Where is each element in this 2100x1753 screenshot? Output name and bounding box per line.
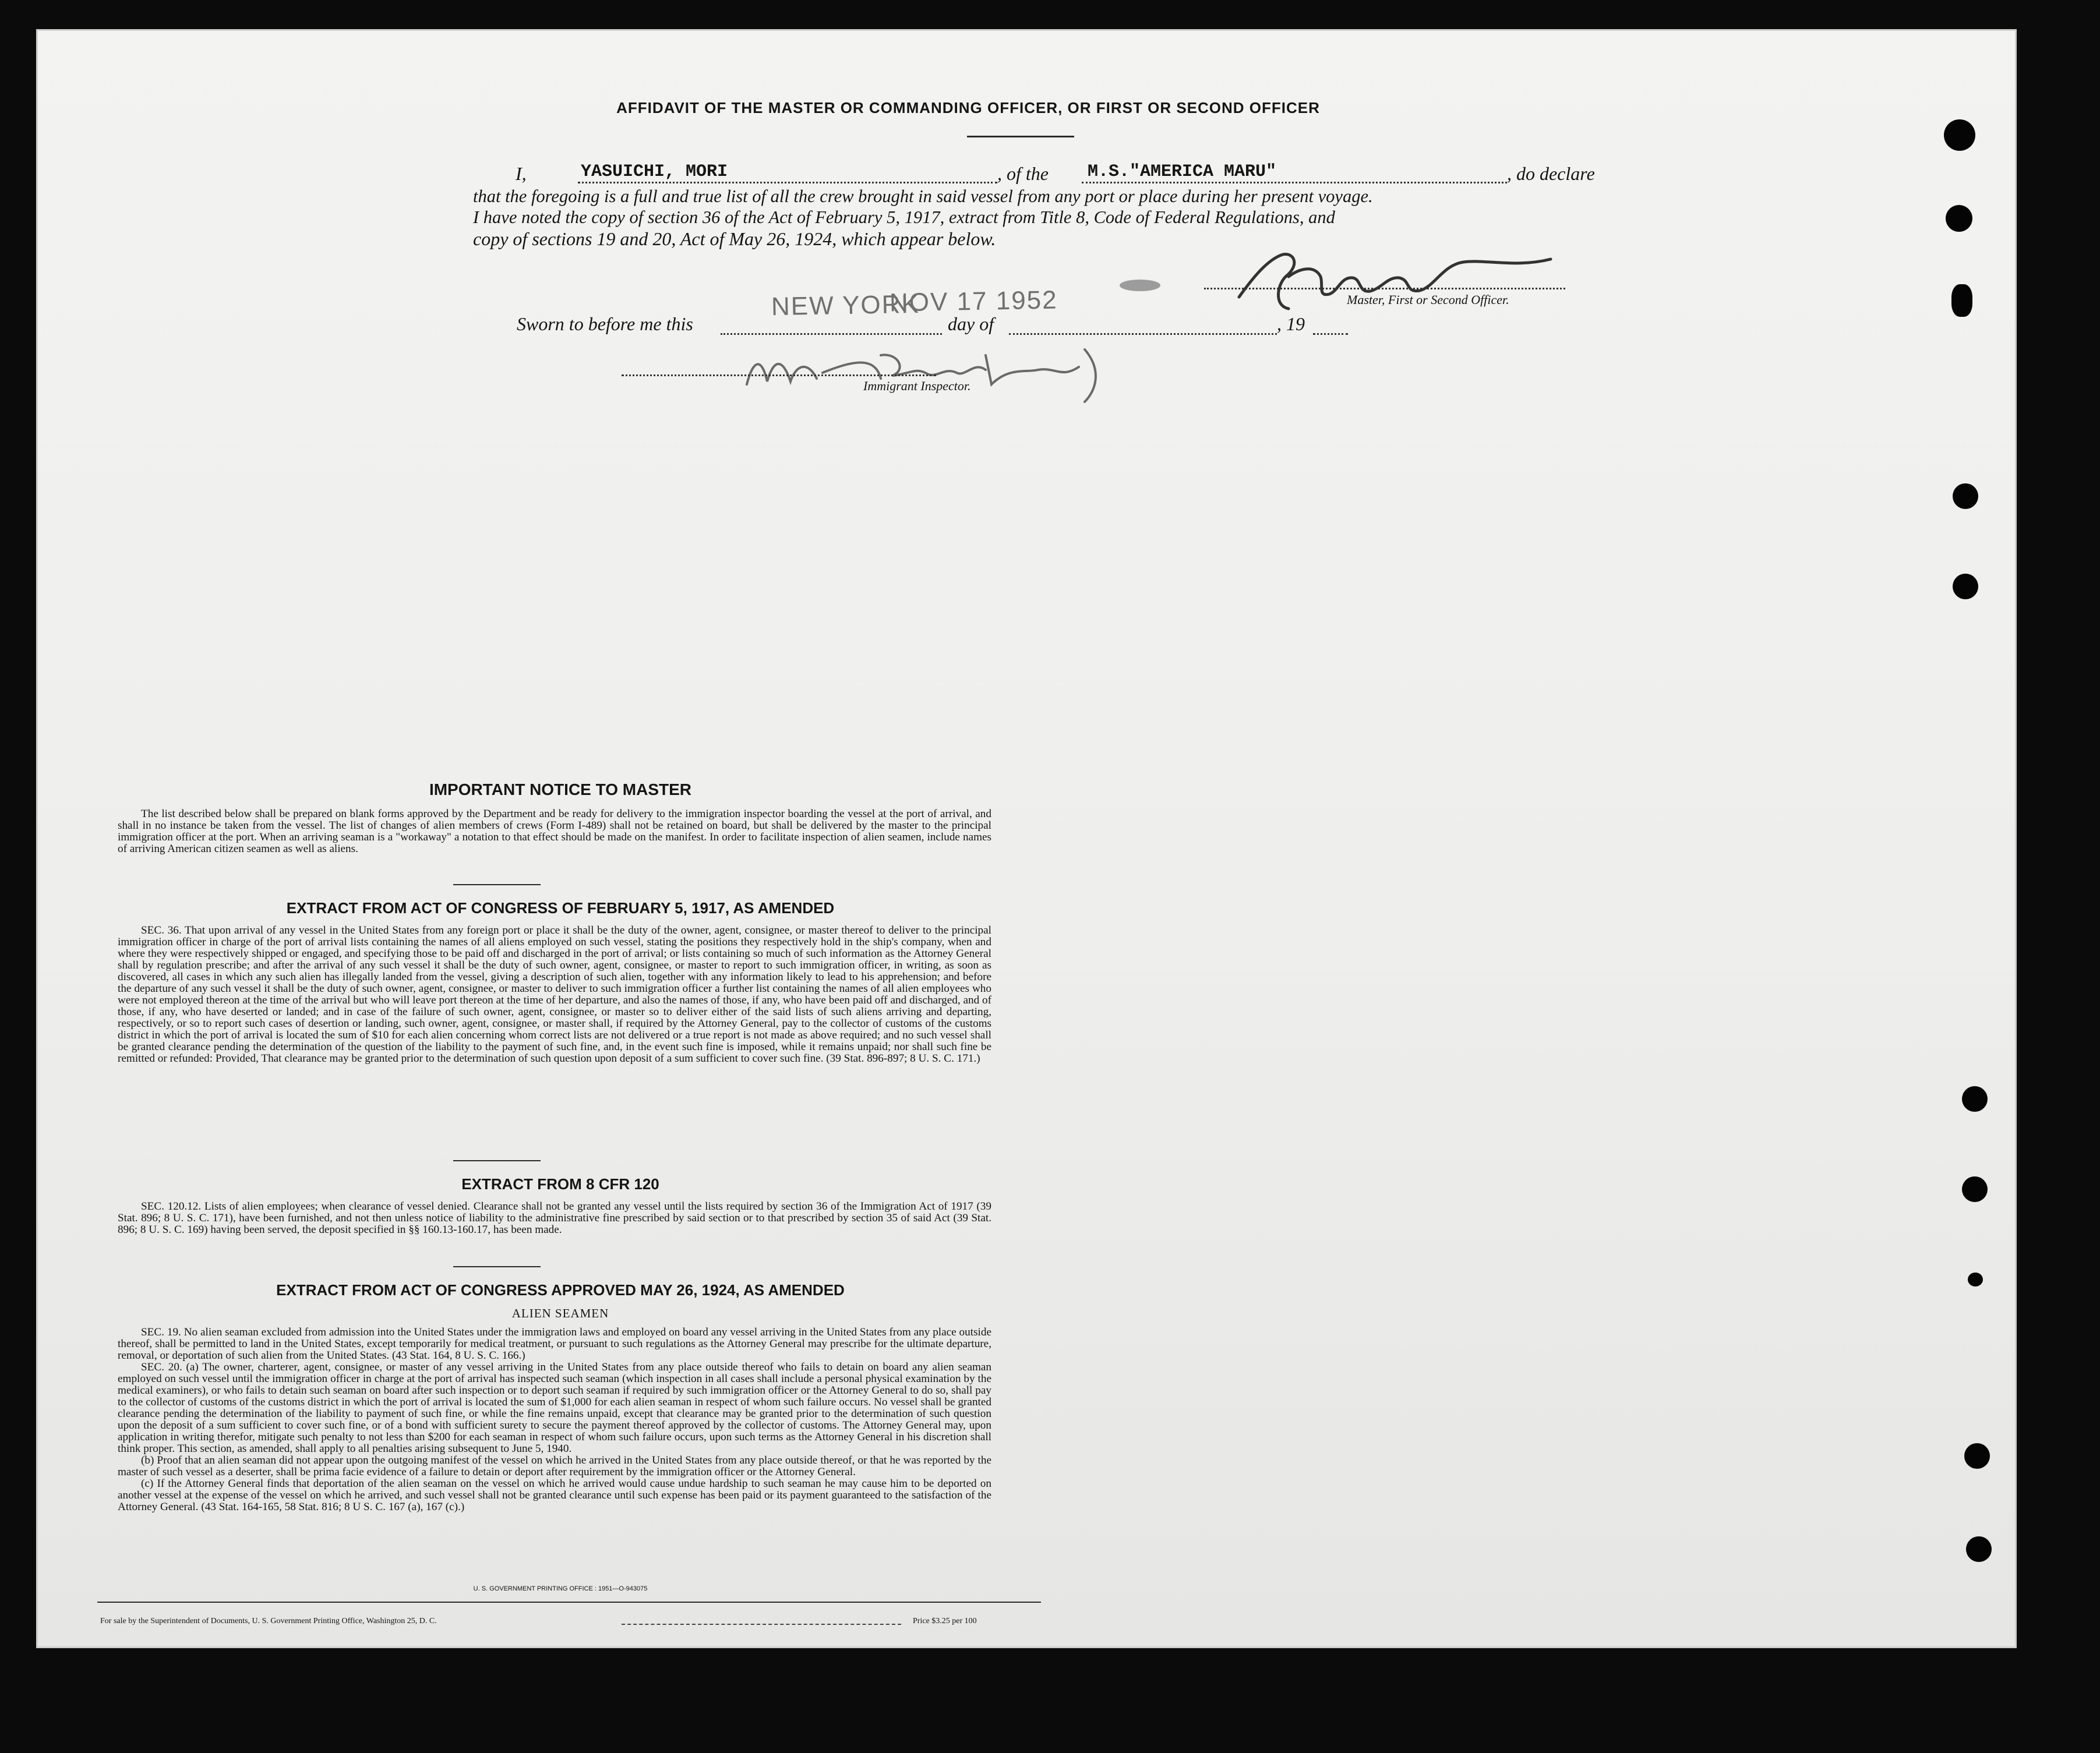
year-prefix: , 19 xyxy=(1277,313,1305,334)
affidavit-line-2: that the foregoing is a full and true list of all the crew brought in said vessel from any port or place during her present voyage. xyxy=(473,186,1373,206)
date-stamp-date: NOV 17 1952 xyxy=(889,285,1058,317)
do-declare-label: , do declare xyxy=(1507,163,1595,184)
affidavit-line-3: I have noted the copy of section 36 of the Act of February 5, 1917, extract from Title 8, Code of Federal Regulations, and xyxy=(473,207,1335,227)
inspector-label: Immigrant Inspector. xyxy=(863,379,971,393)
notice-rule xyxy=(453,884,541,885)
officer-name: YASUICHI, MORI xyxy=(581,162,728,182)
punch-hole xyxy=(1946,205,1972,232)
extract-1924-body xyxy=(118,1327,991,1513)
footer-leader xyxy=(622,1624,901,1625)
notice-title: IMPORTANT NOTICE TO MASTER xyxy=(429,780,692,798)
punch-hole xyxy=(1951,284,1972,317)
for-sale-line: For sale by the Superintendent of Documents, U. S. Government Printing Office, Washington 25, D. C. xyxy=(100,1617,437,1625)
master-label: Master, First or Second Officer. xyxy=(1347,292,1509,307)
sec-36-paragraph: SEC. 36. That upon arrival of any vessel in the United States from any foreign port or place it shall be the duty of the owner, agent, consignee, or master thereof to deliver to the principal immigration officer in charge of the port of arrival lists containing the names of all aliens employed on such vessel, stating the positions they respectively hold in the ship's company, when and where they were respectively shipped or engaged, and specifying those to be paid off and discharged in the port of arrival; or lists containing so much of such information as the Attorney General shall by regulation prescribe; and after the arrival of any such vessel it shall be the duty of such owner, agent, consignee, or master to report to such immigration officer, in writing, as soon as discovered, all cases in which any such alien has illegally landed from the vessel, giving a description of such alien, together with any information likely to lead to his apprehension; and before the departure of any such vessel it shall be the duty of such owner, agent, consignee, or master to deliver to such immigration officer a further list containing the names of all alien employees who were not employed thereon at the time of the arrival but who will leave port thereon at the time of her departure, and also the names of those, if any, who have been paid off and discharged, and of those, if any, who have deserted or landed; and in case of the failure of such owner, agent, consignee, or master so to deliver either of the said lists of such aliens arriving and departing, respectively, or so to report such cases of desertion or landing, such owner, agent, consignee, or master shall, if required by the Attorney General, pay to the collector of customs of the customs district in which the port of arrival is located the sum of $10 for each alien concerning whom correct lists are not delivered or a true report is not made as above required; and no such vessel shall be granted clearance pending the determination of the question of the liability to the payment of such fine, and, in the event such fine is imposed, while it remains unpaid; nor shall such fine be remitted or refunded: Provided, That clearance may be granted prior to the determination of such question upon deposit of a sum sufficient to cover such fine. (39 Stat. 896-897; 8 U. S. C. 171.) xyxy=(118,924,991,1065)
of-the-label: , of the xyxy=(997,163,1049,184)
punch-hole xyxy=(1966,1536,1992,1562)
punch-hole xyxy=(1968,1273,1983,1287)
inspector-signature-line xyxy=(622,374,936,376)
document-page xyxy=(36,29,2017,1648)
sec-120-12-paragraph: SEC. 120.12. Lists of alien employees; when clearance of vessel denied. Clearance shall not be granted any vessel until the lists required by section 36 of the Immigration Act of 1917 (39 Stat. 896; 8 U. S. C. 171), have been furnished, and not then unless notice of liability to the administrative fine prescribed by said section or to that prescribed by section 35 of said Act (39 Stat. 896; 8 U. S. C. 169) having been served, the deposit specified in §§ 160.13-160.17, has been made. xyxy=(118,1200,991,1236)
sworn-label: Sworn to before me this xyxy=(517,313,693,334)
punch-hole xyxy=(1944,119,1975,151)
date-stamp-place: NEW YORK xyxy=(771,289,920,321)
sec-20b-paragraph: (b) Proof that an alien seaman did not appear upon the outgoing manifest of the vessel on which he arrived in the United States from any place outside thereof, or that he was reported by the master of such vessel as a deserter, shall be prima facie evidence of a failure to detain or deport after requirement by the immigration officer or the Attorney General. xyxy=(118,1454,991,1478)
title-rule xyxy=(967,136,1074,137)
name-dotline xyxy=(578,182,997,183)
punch-hole xyxy=(1953,483,1978,509)
extract-8cfr-title: EXTRACT FROM 8 CFR 120 xyxy=(461,1175,659,1193)
extract-1917-rule xyxy=(453,1160,541,1161)
i-label: I, xyxy=(516,163,527,184)
extract-1917-title: EXTRACT FROM ACT OF CONGRESS OF FEBRUARY 5, 1917, AS AMENDED xyxy=(286,899,835,917)
master-signature xyxy=(1213,242,1562,323)
vessel-name: M.S."AMERICA MARU" xyxy=(1088,162,1277,182)
alien-seamen-subtitle: ALIEN SEAMEN xyxy=(511,1306,609,1320)
ink-smudge xyxy=(1108,274,1178,297)
sec-19-paragraph: SEC. 19. No alien seaman excluded from admission into the United States under the immigration laws and employed on board any vessel arriving in the United States from any place outside thereof, shall be permitted to land in the United States, except temporarily for medical treatment, or pursuant to such regulations as the Attorney General may prescribe for the ultimate departure, removal, or deportation of such alien from the United States. (43 Stat. 164, 8 U. S. C. 166.) xyxy=(118,1326,991,1362)
year-dotline xyxy=(1313,333,1348,335)
extract-8cfr-body xyxy=(118,1201,991,1236)
month-dotline xyxy=(1009,333,1277,335)
price-line: Price $3.25 per 100 xyxy=(913,1617,977,1625)
footer-rule xyxy=(97,1602,1041,1603)
sec-20c-paragraph: (c) If the Attorney General finds that deportation of the alien seaman on the vessel on which he arrived would cause undue hardship to such seaman he may cause him to be deported on another vessel at the expense of the vessel on which he arrived, and such vessel shall not be granted clearance until such expense has been paid or its payment guaranteed to the satisfaction of the Attorney General. (43 Stat. 164-165, 58 Stat. 816; 8 U S. C. 167 (a), 167 (c).) xyxy=(118,1478,991,1513)
sec-20a-paragraph: SEC. 20. (a) The owner, charterer, agent, consignee, or master of any vessel arriving in the United States from any place outside thereof who fails to detain on board any alien seaman employed on such vessel until the immigration officer in charge at the port of arrival has inspected such seaman (which inspection in all cases shall include a personal physical examination by the medical examiners), or who fails to detain such seaman on board after such inspection or to deport such seaman if required by such immigration officer or the Attorney General to do so, shall pay to the collector of customs of the customs district in which the port of arrival is located the sum of $1,000 for each alien seaman in respect of whom such failure occurs. No vessel shall be granted clearance pending the determination of the liability to payment of such fine, or while the fine remains unpaid, except that clearance may be granted prior to the determination of such question upon the deposit of a sum sufficient to cover such fine, or of a bond with sufficient surety to secure the payment thereof approved by the collector of customs. The Attorney General may, upon application in writing therefor, mitigate such penalty to not less than $200 for each seaman in respect of whom such failure occurs, upon such terms as the Attorney General in his discretion shall think proper. This section, as amended, shall apply to all penalties arising subsequent to June 5, 1940. xyxy=(118,1361,991,1455)
notice-paragraph: The list described below shall be prepared on blank forms approved by the Department and be ready for delivery to the immigration inspector boarding the vessel at the port of arrival, and shall in no instance be taken from the vessel. The list of changes of alien members of crews (Form I-489) shall not be retained on board, but shall be delivered by the master to the principal immigration officer at the port. When an arriving seaman is a "workaway" a notation to that effect should be made on the manifest. In order to facilitate inspection of alien seamen, include names of arriving American citizen seamen as well as aliens. xyxy=(118,808,991,855)
master-signature-line xyxy=(1204,288,1565,289)
notice-text xyxy=(118,808,991,855)
extract-8cfr-rule xyxy=(453,1266,541,1267)
extract-1924-title: EXTRACT FROM ACT OF CONGRESS APPROVED MAY 26, 1924, AS AMENDED xyxy=(276,1281,845,1299)
vessel-dotline xyxy=(1082,182,1507,183)
extract-1917-body xyxy=(118,925,991,1065)
affidavit-title: AFFIDAVIT OF THE MASTER OR COMMANDING OFFICER, OR FIRST OR SECOND OFFICER xyxy=(616,99,1320,116)
punch-hole xyxy=(1962,1176,1988,1202)
inspector-signature xyxy=(735,338,1108,408)
punch-hole xyxy=(1962,1086,1988,1112)
punch-hole xyxy=(1964,1443,1990,1469)
affidavit-line-4: copy of sections 19 and 20, Act of May 26, 1924, which appear below. xyxy=(473,228,996,249)
punch-hole xyxy=(1953,574,1978,599)
day-of-label: day of xyxy=(948,313,994,334)
sworn-day-dotline xyxy=(721,333,942,335)
printing-office-line: U. S. GOVERNMENT PRINTING OFFICE : 1951—O-943075 xyxy=(473,1585,648,1592)
